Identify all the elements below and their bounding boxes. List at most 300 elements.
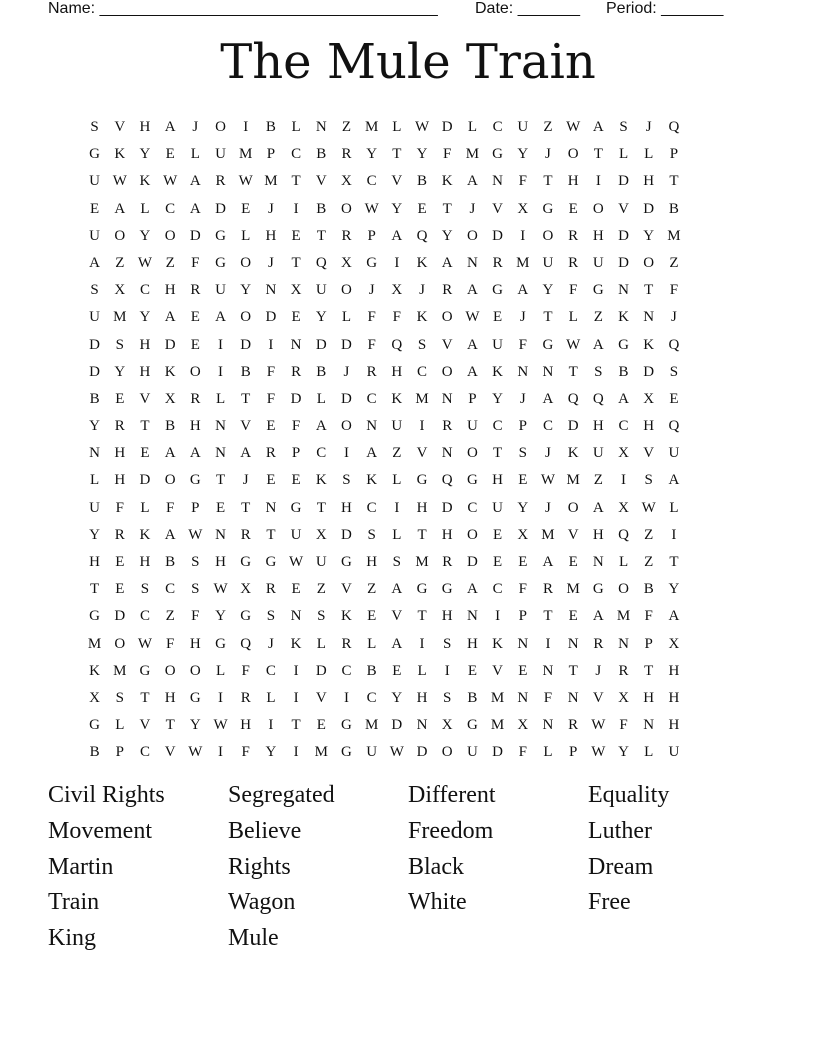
grid-letter[interactable]: J <box>545 499 551 516</box>
grid-letter[interactable]: Z <box>165 608 175 625</box>
grid-letter[interactable]: O <box>215 119 226 135</box>
grid-letter[interactable]: Z <box>593 472 603 489</box>
grid-letter[interactable]: Z <box>644 526 654 543</box>
grid-letter[interactable]: N <box>466 608 478 625</box>
grid-letter[interactable]: N <box>265 282 277 299</box>
grid-letter[interactable]: E <box>568 608 578 625</box>
grid-letter[interactable]: F <box>518 173 527 190</box>
grid-letter[interactable]: A <box>668 608 680 625</box>
grid-letter[interactable]: T <box>291 717 301 734</box>
grid-letter[interactable]: P <box>644 635 653 652</box>
grid-letter[interactable]: I <box>595 173 601 190</box>
grid-letter[interactable]: C <box>316 445 327 462</box>
grid-letter[interactable]: F <box>644 608 653 625</box>
grid-letter[interactable]: L <box>543 744 553 761</box>
grid-letter[interactable]: F <box>518 744 527 761</box>
grid-letter[interactable]: J <box>595 662 602 679</box>
grid-letter[interactable]: H <box>668 662 680 679</box>
grid-letter[interactable]: L <box>392 526 402 543</box>
name-field[interactable]: Name: ______________________________________ <box>48 0 438 17</box>
grid-letter[interactable]: N <box>315 119 327 135</box>
grid-letter[interactable]: Y <box>492 390 504 407</box>
grid-letter[interactable]: N <box>517 363 529 380</box>
grid-letter[interactable]: X <box>618 499 629 516</box>
grid-letter[interactable]: N <box>290 336 302 353</box>
grid-letter[interactable]: H <box>240 717 252 734</box>
grid-letter[interactable]: I <box>268 336 274 353</box>
grid-letter[interactable]: Y <box>618 744 629 761</box>
grid-letter[interactable]: R <box>341 227 352 244</box>
grid-letter[interactable]: X <box>441 717 453 734</box>
grid-letter[interactable]: F <box>191 254 200 271</box>
grid-letter[interactable]: V <box>164 744 176 761</box>
grid-letter[interactable]: I <box>293 662 299 679</box>
grid-letter[interactable]: S <box>140 581 150 598</box>
grid-letter[interactable]: W <box>289 554 304 570</box>
grid-letter[interactable]: L <box>215 662 226 679</box>
grid-letter[interactable]: X <box>164 390 176 407</box>
grid-letter[interactable]: M <box>490 717 505 734</box>
grid-letter[interactable]: D <box>139 472 151 489</box>
grid-letter[interactable]: H <box>189 418 201 435</box>
grid-letter[interactable]: E <box>115 554 125 570</box>
grid-letter[interactable]: A <box>189 200 201 217</box>
grid-letter[interactable]: A <box>592 499 604 516</box>
grid-letter[interactable]: F <box>669 282 679 299</box>
grid-letter[interactable]: V <box>114 119 126 135</box>
grid-letter[interactable]: D <box>391 717 403 734</box>
grid-letter[interactable]: N <box>618 635 629 652</box>
grid-letter[interactable]: I <box>545 635 551 652</box>
grid-letter[interactable]: K <box>492 635 504 652</box>
grid-letter[interactable]: R <box>568 717 579 734</box>
grid-letter[interactable]: N <box>416 717 428 734</box>
grid-letter[interactable]: V <box>441 336 453 353</box>
grid-letter[interactable]: D <box>341 336 352 353</box>
grid-letter[interactable]: K <box>391 390 403 407</box>
grid-letter[interactable]: D <box>215 200 226 217</box>
grid-letter[interactable]: E <box>215 499 226 516</box>
grid-letter[interactable]: L <box>417 662 427 679</box>
grid-letter[interactable]: W <box>641 499 656 516</box>
grid-letter[interactable]: N <box>517 689 529 706</box>
grid-letter[interactable]: T <box>543 608 553 625</box>
grid-letter[interactable]: G <box>290 499 302 516</box>
grid-letter[interactable]: W <box>188 526 203 543</box>
grid-letter[interactable]: O <box>643 254 655 271</box>
grid-letter[interactable]: X <box>618 689 629 706</box>
grid-letter[interactable]: H <box>164 689 176 706</box>
grid-letter[interactable]: T <box>316 499 326 516</box>
grid-letter[interactable]: X <box>517 200 529 217</box>
grid-letter[interactable]: J <box>267 200 274 217</box>
grid-letter[interactable]: C <box>492 119 503 135</box>
grid-letter[interactable]: G <box>366 254 378 271</box>
grid-letter[interactable]: O <box>567 499 579 516</box>
grid-letter[interactable]: T <box>215 472 226 489</box>
grid-letter[interactable]: W <box>137 254 153 271</box>
grid-letter[interactable]: N <box>592 554 604 570</box>
grid-letter[interactable]: I <box>495 608 501 625</box>
grid-letter[interactable]: Y <box>668 581 680 598</box>
grid-letter[interactable]: K <box>567 445 579 462</box>
grid-letter[interactable]: D <box>240 336 252 353</box>
grid-letter[interactable]: D <box>492 227 504 244</box>
grid-letter[interactable]: B <box>265 119 276 135</box>
grid-letter[interactable]: N <box>567 635 579 652</box>
grid-letter[interactable]: E <box>568 200 578 217</box>
grid-letter[interactable]: G <box>618 336 629 353</box>
grid-letter[interactable]: Q <box>441 472 453 489</box>
grid-letter[interactable]: G <box>89 146 101 163</box>
grid-letter[interactable]: S <box>417 336 427 353</box>
grid-letter[interactable]: N <box>89 445 101 462</box>
grid-letter[interactable]: Q <box>567 390 579 407</box>
grid-letter[interactable]: B <box>165 418 176 435</box>
grid-letter[interactable]: M <box>113 309 127 326</box>
grid-letter[interactable]: E <box>115 581 125 598</box>
grid-letter[interactable]: B <box>668 200 679 217</box>
grid-letter[interactable]: S <box>90 119 99 135</box>
grid-letter[interactable]: G <box>441 581 453 598</box>
grid-letter[interactable]: K <box>366 472 378 489</box>
grid-letter[interactable]: M <box>566 581 580 598</box>
grid-letter[interactable]: X <box>618 445 629 462</box>
grid-letter[interactable]: Z <box>115 254 125 271</box>
grid-letter[interactable]: D <box>341 526 352 543</box>
grid-letter[interactable]: O <box>466 227 478 244</box>
grid-letter[interactable]: U <box>215 282 226 299</box>
grid-letter[interactable]: W <box>591 717 606 734</box>
grid-letter[interactable]: O <box>240 254 252 271</box>
grid-letter[interactable]: E <box>291 472 301 489</box>
grid-letter[interactable]: I <box>419 418 425 435</box>
grid-letter[interactable]: G <box>492 282 504 299</box>
grid-letter[interactable]: H <box>643 418 655 435</box>
grid-letter[interactable]: T <box>543 173 553 190</box>
grid-letter[interactable]: K <box>139 173 151 190</box>
grid-letter[interactable]: O <box>567 146 579 163</box>
grid-letter[interactable]: G <box>416 472 428 489</box>
grid-letter[interactable]: A <box>366 445 378 462</box>
grid-letter[interactable]: R <box>618 662 629 679</box>
grid-letter[interactable]: X <box>114 282 126 299</box>
grid-letter[interactable]: R <box>593 635 604 652</box>
grid-letter[interactable]: L <box>568 309 578 326</box>
grid-letter[interactable]: E <box>518 554 528 570</box>
grid-letter[interactable]: S <box>115 689 124 706</box>
grid-letter[interactable]: T <box>291 254 301 271</box>
grid-letter[interactable]: B <box>165 554 176 570</box>
grid-letter[interactable]: F <box>165 499 175 516</box>
grid-letter[interactable]: N <box>542 717 554 734</box>
grid-letter[interactable]: A <box>466 581 478 598</box>
grid-letter[interactable]: M <box>616 608 631 625</box>
grid-letter[interactable]: A <box>114 200 126 217</box>
grid-letter[interactable]: H <box>492 472 504 489</box>
grid-letter[interactable]: N <box>290 608 302 625</box>
grid-letter[interactable]: I <box>243 119 249 135</box>
grid-letter[interactable]: X <box>643 390 655 407</box>
grid-letter[interactable]: O <box>114 227 126 244</box>
grid-letter[interactable]: P <box>518 608 527 625</box>
grid-letter[interactable]: L <box>316 635 326 652</box>
grid-letter[interactable]: R <box>190 390 201 407</box>
grid-letter[interactable]: H <box>668 689 680 706</box>
grid-letter[interactable]: H <box>592 526 604 543</box>
grid-letter[interactable]: F <box>367 309 376 326</box>
grid-letter[interactable]: J <box>645 119 652 135</box>
grid-letter[interactable]: Z <box>341 119 352 135</box>
grid-letter[interactable]: K <box>89 662 101 679</box>
grid-letter[interactable]: Q <box>592 390 604 407</box>
grid-letter[interactable]: U <box>215 146 226 163</box>
grid-letter[interactable]: M <box>264 173 278 190</box>
grid-letter[interactable]: Z <box>316 581 326 598</box>
grid-letter[interactable]: S <box>90 282 99 299</box>
grid-letter[interactable]: R <box>442 554 453 570</box>
grid-letter[interactable]: E <box>493 309 503 326</box>
grid-letter[interactable]: F <box>115 499 124 516</box>
grid-letter[interactable]: U <box>466 744 478 761</box>
grid-letter[interactable]: I <box>218 336 224 353</box>
grid-letter[interactable]: Y <box>89 526 101 543</box>
grid-letter[interactable]: Z <box>669 254 679 271</box>
grid-letter[interactable]: Y <box>139 146 151 163</box>
grid-letter[interactable]: B <box>618 363 629 380</box>
grid-letter[interactable]: J <box>670 309 677 326</box>
date-field[interactable]: Date: _______ <box>475 0 580 17</box>
grid-letter[interactable]: R <box>265 445 276 462</box>
grid-letter[interactable]: S <box>266 608 276 625</box>
grid-letter[interactable]: Y <box>366 146 378 163</box>
grid-letter[interactable]: H <box>416 499 428 516</box>
grid-letter[interactable]: J <box>519 390 526 407</box>
grid-letter[interactable]: I <box>343 689 349 706</box>
grid-letter[interactable]: J <box>545 445 551 462</box>
grid-letter[interactable]: F <box>568 282 578 299</box>
grid-letter[interactable]: U <box>366 744 378 761</box>
grid-letter[interactable]: X <box>315 526 327 543</box>
grid-letter[interactable]: G <box>542 336 554 353</box>
grid-letter[interactable]: L <box>669 499 679 516</box>
grid-letter[interactable]: D <box>265 309 277 326</box>
grid-letter[interactable]: O <box>592 200 604 217</box>
grid-letter[interactable]: N <box>466 254 478 271</box>
grid-letter[interactable]: P <box>669 146 679 163</box>
grid-letter[interactable]: W <box>566 119 581 135</box>
grid-letter[interactable]: F <box>241 662 250 679</box>
grid-letter[interactable]: L <box>266 689 276 706</box>
grid-letter[interactable]: I <box>218 689 224 706</box>
grid-letter[interactable]: F <box>443 146 452 163</box>
grid-letter[interactable]: C <box>291 146 302 163</box>
grid-letter[interactable]: O <box>441 363 453 380</box>
grid-letter[interactable]: I <box>293 200 299 217</box>
grid-letter[interactable]: K <box>441 173 453 190</box>
grid-letter[interactable]: R <box>265 581 276 598</box>
grid-letter[interactable]: D <box>164 336 176 353</box>
grid-letter[interactable]: F <box>518 336 527 353</box>
grid-letter[interactable]: E <box>291 227 301 244</box>
grid-letter[interactable]: Q <box>668 119 680 135</box>
grid-letter[interactable]: Z <box>367 581 377 598</box>
grid-letter[interactable]: G <box>416 581 428 598</box>
grid-letter[interactable]: E <box>90 200 100 217</box>
grid-letter[interactable]: A <box>592 336 604 353</box>
grid-letter[interactable]: L <box>140 499 150 516</box>
grid-letter[interactable]: F <box>392 309 402 326</box>
grid-letter[interactable]: D <box>315 336 327 353</box>
grid-letter[interactable]: B <box>316 363 327 380</box>
grid-letter[interactable]: E <box>518 472 528 489</box>
grid-letter[interactable]: S <box>518 445 527 462</box>
grid-letter[interactable]: B <box>89 390 100 407</box>
grid-letter[interactable]: T <box>165 717 175 734</box>
grid-letter[interactable]: T <box>644 282 654 299</box>
grid-letter[interactable]: J <box>545 146 551 163</box>
grid-letter[interactable]: U <box>315 554 327 570</box>
grid-letter[interactable]: Y <box>517 499 529 516</box>
grid-letter[interactable]: O <box>618 581 629 598</box>
grid-letter[interactable]: U <box>391 418 403 435</box>
grid-letter[interactable]: H <box>391 363 403 380</box>
grid-letter[interactable]: E <box>291 581 301 598</box>
grid-letter[interactable]: N <box>215 445 226 462</box>
grid-letter[interactable]: E <box>493 554 503 570</box>
grid-letter[interactable]: N <box>618 282 629 299</box>
grid-letter[interactable]: A <box>441 254 453 271</box>
grid-letter[interactable]: M <box>415 554 429 570</box>
grid-letter[interactable]: D <box>315 662 327 679</box>
grid-letter[interactable]: N <box>215 418 226 435</box>
grid-letter[interactable]: A <box>240 445 252 462</box>
grid-letter[interactable]: V <box>341 581 352 598</box>
grid-letter[interactable]: I <box>268 717 274 734</box>
grid-letter[interactable]: S <box>594 363 603 380</box>
grid-letter[interactable]: T <box>140 689 150 706</box>
grid-letter[interactable]: A <box>668 472 680 489</box>
grid-letter[interactable]: E <box>190 336 200 353</box>
grid-letter[interactable]: C <box>542 418 553 435</box>
grid-letter[interactable]: O <box>164 472 176 489</box>
grid-letter[interactable]: S <box>644 472 653 489</box>
grid-letter[interactable]: C <box>366 390 377 407</box>
grid-letter[interactable]: S <box>115 336 124 353</box>
grid-letter[interactable]: K <box>341 608 352 625</box>
grid-letter[interactable]: A <box>391 227 403 244</box>
grid-letter[interactable]: X <box>668 635 680 652</box>
grid-letter[interactable]: E <box>241 200 251 217</box>
grid-letter[interactable]: A <box>466 363 478 380</box>
grid-letter[interactable]: X <box>341 254 352 271</box>
grid-letter[interactable]: N <box>542 662 554 679</box>
grid-letter[interactable]: T <box>493 445 503 462</box>
grid-letter[interactable]: I <box>520 227 526 244</box>
grid-letter[interactable]: I <box>394 254 400 271</box>
grid-letter[interactable]: O <box>164 662 176 679</box>
grid-letter[interactable]: V <box>139 390 151 407</box>
grid-letter[interactable]: F <box>619 717 628 734</box>
grid-letter[interactable]: T <box>392 146 402 163</box>
grid-letter[interactable]: B <box>417 173 428 190</box>
grid-letter[interactable]: M <box>87 635 102 652</box>
grid-letter[interactable]: N <box>567 689 579 706</box>
grid-letter[interactable]: E <box>568 554 578 570</box>
grid-letter[interactable]: R <box>442 418 453 435</box>
grid-letter[interactable]: O <box>189 662 201 679</box>
grid-letter[interactable]: U <box>89 309 101 326</box>
grid-letter[interactable]: S <box>317 608 326 625</box>
grid-letter[interactable]: H <box>466 635 478 652</box>
grid-letter[interactable]: G <box>215 254 226 271</box>
grid-letter[interactable]: L <box>90 472 100 489</box>
grid-letter[interactable]: R <box>215 173 226 190</box>
grid-letter[interactable]: W <box>163 173 178 190</box>
grid-letter[interactable]: E <box>493 526 503 543</box>
grid-letter[interactable]: F <box>367 336 376 353</box>
grid-letter[interactable]: L <box>190 146 200 163</box>
grid-letter[interactable]: G <box>466 717 478 734</box>
grid-letter[interactable]: T <box>241 499 251 516</box>
grid-letter[interactable]: M <box>113 662 127 679</box>
grid-letter[interactable]: E <box>140 445 150 462</box>
grid-letter[interactable]: R <box>542 581 553 598</box>
grid-letter[interactable]: U <box>592 445 604 462</box>
grid-letter[interactable]: N <box>441 445 453 462</box>
grid-letter[interactable]: N <box>517 635 529 652</box>
grid-letter[interactable]: J <box>267 254 274 271</box>
grid-letter[interactable]: H <box>441 608 453 625</box>
grid-letter[interactable]: Y <box>391 689 403 706</box>
grid-letter[interactable]: L <box>140 200 150 217</box>
grid-letter[interactable]: U <box>290 526 302 543</box>
grid-letter[interactable]: M <box>364 119 379 135</box>
grid-letter[interactable]: H <box>139 336 151 353</box>
grid-letter[interactable]: Y <box>542 282 554 299</box>
grid-letter[interactable]: G <box>240 554 252 570</box>
grid-letter[interactable]: R <box>341 635 352 652</box>
grid-letter[interactable]: T <box>266 526 276 543</box>
grid-letter[interactable]: R <box>114 418 125 435</box>
grid-letter[interactable]: K <box>315 472 327 489</box>
grid-letter[interactable]: J <box>469 200 476 217</box>
grid-letter[interactable]: J <box>519 309 526 326</box>
grid-letter[interactable]: E <box>316 717 326 734</box>
grid-letter[interactable]: O <box>441 744 453 761</box>
grid-letter[interactable]: A <box>542 554 554 570</box>
grid-letter[interactable]: B <box>366 662 377 679</box>
grid-letter[interactable]: L <box>644 744 654 761</box>
grid-letter[interactable]: Z <box>392 445 402 462</box>
grid-letter[interactable]: G <box>240 608 252 625</box>
grid-letter[interactable]: C <box>492 581 503 598</box>
grid-letter[interactable]: U <box>89 499 101 516</box>
grid-letter[interactable]: D <box>189 227 201 244</box>
grid-letter[interactable]: I <box>671 526 677 543</box>
grid-letter[interactable]: D <box>567 418 579 435</box>
grid-letter[interactable]: U <box>542 254 554 271</box>
grid-letter[interactable]: V <box>492 200 504 217</box>
grid-letter[interactable]: H <box>164 282 176 299</box>
grid-letter[interactable]: E <box>367 608 377 625</box>
grid-letter[interactable]: M <box>314 744 328 761</box>
grid-letter[interactable]: Z <box>165 254 175 271</box>
grid-letter[interactable]: C <box>467 499 478 516</box>
grid-letter[interactable]: H <box>668 717 680 734</box>
grid-letter[interactable]: H <box>567 173 579 190</box>
grid-letter[interactable]: X <box>290 282 302 299</box>
